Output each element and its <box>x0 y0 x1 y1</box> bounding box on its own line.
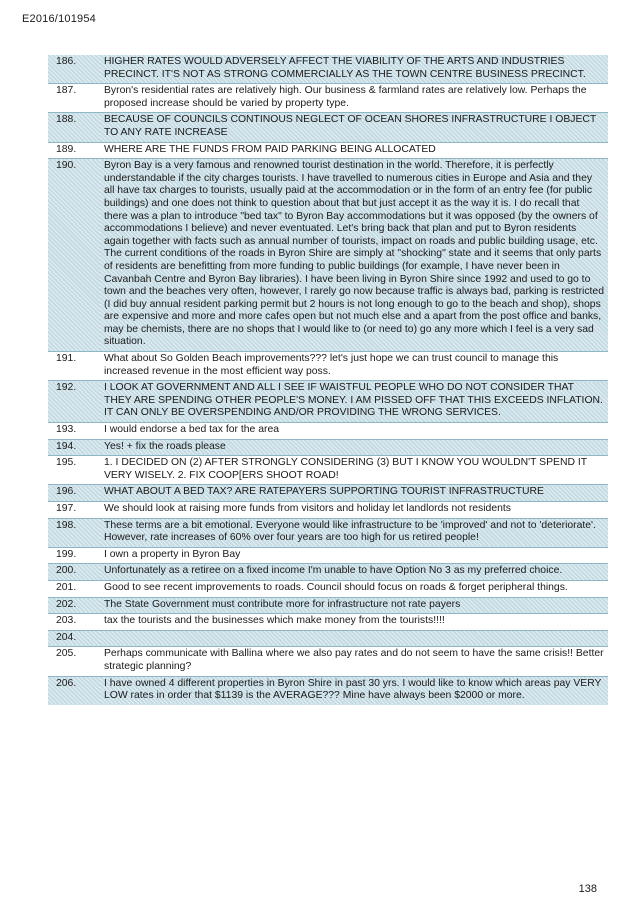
row-number: 188. <box>48 113 100 142</box>
table-row <box>48 159 608 352</box>
row-comment: The State Government must contribute more for infrastructure not rate payers <box>100 597 608 614</box>
row-comment: What about So Golden Beach improvements??? let's just hope we can trust council to manage this increased revenue in the most efficient way poss. <box>100 352 608 381</box>
row-number: 203. <box>48 614 100 631</box>
row-number: 196. <box>48 485 100 502</box>
table-row <box>48 518 608 547</box>
row-number: 187. <box>48 84 100 113</box>
row-comment: Byron's residential rates are relatively high. Our business & farmland rates are relatively low. Perhaps the proposed increase should be varied by property type. <box>100 84 608 113</box>
row-number: 195. <box>48 456 100 485</box>
row-number: 194. <box>48 439 100 456</box>
table-row <box>48 55 608 84</box>
table-row <box>48 547 608 564</box>
row-comment: We should look at raising more funds from visitors and holiday let landlords not residents <box>100 502 608 519</box>
table-row <box>48 142 608 159</box>
row-number: 192. <box>48 381 100 423</box>
row-number: 204. <box>48 630 100 647</box>
row-number: 199. <box>48 547 100 564</box>
row-comment: tax the tourists and the businesses which make money from the tourists!!!! <box>100 614 608 631</box>
row-comment: WHERE ARE THE FUNDS FROM PAID PARKING BEING ALLOCATED <box>100 142 608 159</box>
table-row <box>48 580 608 597</box>
row-number: 186. <box>48 55 100 84</box>
table-row <box>48 113 608 142</box>
row-number: 189. <box>48 142 100 159</box>
table-row <box>48 597 608 614</box>
table-row <box>48 564 608 581</box>
table-row <box>48 352 608 381</box>
table-row <box>48 423 608 440</box>
row-comment: WHAT ABOUT A BED TAX? ARE RATEPAYERS SUPPORTING TOURIST INFRASTRUCTURE <box>100 485 608 502</box>
row-number: 190. <box>48 159 100 352</box>
row-comment: Yes! + fix the roads please <box>100 439 608 456</box>
table-row <box>48 381 608 423</box>
row-number: 193. <box>48 423 100 440</box>
document-id: E2016/101954 <box>22 13 96 25</box>
row-comment: BECAUSE OF COUNCILS CONTINOUS NEGLECT OF OCEAN SHORES INFRASTRUCTURE I OBJECT TO ANY RATE INCREASE <box>100 113 608 142</box>
row-comment: 1. I DECIDED ON (2) AFTER STRONGLY CONSIDERING (3) BUT I KNOW YOU WOULDN'T SPEND IT VERY WISELY. 2. FIX COOP[ERS SHOOT ROAD! <box>100 456 608 485</box>
row-number: 198. <box>48 518 100 547</box>
table-row <box>48 84 608 113</box>
row-number: 200. <box>48 564 100 581</box>
row-number: 201. <box>48 580 100 597</box>
row-comment: I own a property in Byron Bay <box>100 547 608 564</box>
table-row <box>48 614 608 631</box>
row-comment: HIGHER RATES WOULD ADVERSELY AFFECT THE VIABILITY OF THE ARTS AND INDUSTRIES PRECINCT. IT'S NOT AS STRONG COMMERCIALLY AS THE TOWN CENTRE BUSINESS PRECINCT. <box>100 55 608 84</box>
page-number: 138 <box>578 883 597 895</box>
row-number: 191. <box>48 352 100 381</box>
table-row <box>48 676 608 705</box>
row-comment: Good to see recent improvements to roads. Council should focus on roads & forget peripheral things. <box>100 580 608 597</box>
responses-table-body <box>48 55 608 705</box>
responses-table <box>48 55 608 705</box>
row-number: 197. <box>48 502 100 519</box>
row-comment: I have owned 4 different properties in Byron Shire in past 30 yrs. I would like to know which areas pay VERY LOW rates in order that $1139 is the AVERAGE??? Mine have always been $2000 or more. <box>100 676 608 705</box>
row-comment <box>100 630 608 647</box>
row-comment: These terms are a bit emotional. Everyone would like infrastructure to be 'improved' and not to 'deteriorate'. However, rate increases of 60% over four years are too high for us retired people! <box>100 518 608 547</box>
row-comment: I would endorse a bed tax for the area <box>100 423 608 440</box>
row-comment: I LOOK AT GOVERNMENT AND ALL I SEE IF WAISTFUL PEOPLE WHO DO NOT CONSIDER THAT THEY ARE SPENDING OTHER PEOPLE'S MONEY. I AM PISSED OFF THAT THIS EXCEEDS INFLATION. IT CAN ONLY BE OVERSPENDING AND/OR PROVIDING THE WRONG SERVICES. <box>100 381 608 423</box>
row-comment: Perhaps communicate with Ballina where we also pay rates and do not seem to have the same crisis!! Better strategic planning? <box>100 647 608 676</box>
row-comment: Byron Bay is a very famous and renowned tourist destination in the world. Therefore, it is perfectly understandable if the city charges tourists. I have travelled to numerous cities in Europe and Asia and they all have tax charges to tourists, usually paid at the accommodation or in the form of an entry fee (for public buildings) and one does not think to question about that but just accept it as the way it is. I do recall that there was a plan to introduce "bed tax" to Byron Bay accommodations but it was opposed (by the owners of accommodations I believe) and never eventuated. Let's bring back that plan and put to Byron residents again together with facts such as annual number of tourists, impact on roads and public building usage, etc. The current conditions of the roads in Byron Shire are simply at "shocking" state and it seems that only parts of residents are benefitting from more funding to public buildings (for example, I have never been in Cavanbah Centre and Byron Bay libraries). I have been living in Byron Shire since 1992 and used to go to town and the beaches very often, however, I rarely go now because traffic is always bad, parking is restricted (I did buy annual resident parking permit but 2 hours is not long enough to go to the beach and shop), shops are expensive and more and more cafes open but not much else and a apart from the post office and banks, may be chemists, there are no shops that I would like to (or need to) go any more which I feel is a very sad situation. <box>100 159 608 352</box>
row-number: 205. <box>48 647 100 676</box>
row-number: 206. <box>48 676 100 705</box>
table-row <box>48 502 608 519</box>
table-row <box>48 630 608 647</box>
row-comment: Unfortunately as a retiree on a fixed income I'm unable to have Option No 3 as my preferred choice. <box>100 564 608 581</box>
table-row <box>48 456 608 485</box>
table-row <box>48 647 608 676</box>
table-row <box>48 485 608 502</box>
table-row <box>48 439 608 456</box>
row-number: 202. <box>48 597 100 614</box>
